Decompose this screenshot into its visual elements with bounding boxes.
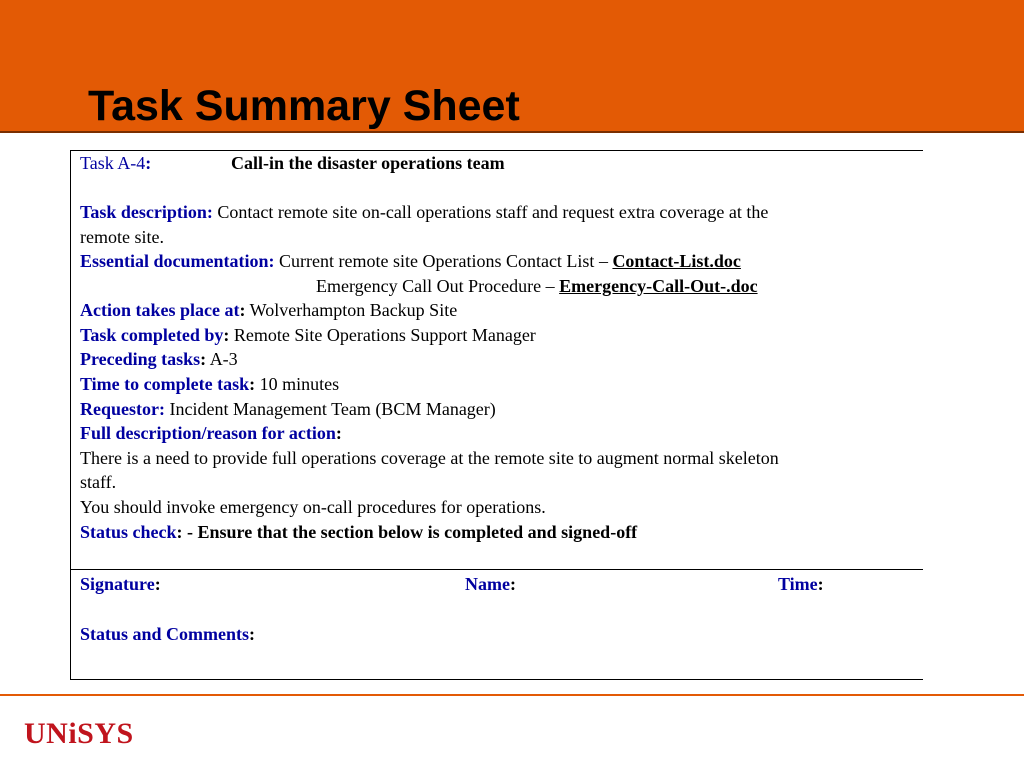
preceding-tasks-value: A-3 — [209, 349, 238, 369]
task-name: Call-in the disaster operations team — [231, 153, 505, 173]
name-label: Name — [465, 574, 510, 594]
time-field — [778, 572, 824, 596]
contact-list-doc-link[interactable]: Contact-List.doc — [612, 251, 741, 271]
essential-docs-line — [80, 249, 741, 273]
full-description-colon: : — [335, 423, 342, 443]
time-label: Time — [778, 574, 818, 594]
full-description-label: Full description/reason for action — [80, 423, 336, 443]
signature-label: Signature — [80, 574, 155, 594]
task-description-line — [80, 200, 768, 224]
task-description-text-2: remote site. — [80, 227, 164, 247]
status-check-label: Status check — [80, 522, 177, 542]
task-description-line-2 — [80, 225, 164, 249]
location-colon: : — [239, 300, 246, 320]
essential-docs-line-2 — [316, 274, 758, 298]
time-to-complete-line — [80, 372, 339, 396]
status-check-value: : - Ensure that the section below is completed and signed-off — [176, 522, 638, 542]
task-id-line — [80, 151, 505, 175]
completed-by-line — [80, 323, 536, 347]
task-description-label: Task description: — [80, 202, 213, 222]
full-description-text-1: There is a need to provide full operations coverage at the remote site to augment normal skeleton — [80, 448, 779, 468]
doc1-text: Current remote site Operations Contact List – — [279, 251, 608, 271]
signature-field — [80, 572, 161, 596]
status-check-line — [80, 520, 637, 544]
full-description-text-3: You should invoke emergency on-call procedures for operations. — [80, 497, 546, 517]
task-description-text-1: Contact remote site on-call operations staff and request extra coverage at the — [217, 202, 769, 222]
time-colon: : — [817, 574, 824, 594]
signature-colon: : — [154, 574, 161, 594]
time-to-complete-value: 10 minutes — [259, 374, 340, 394]
requestor-line — [80, 397, 496, 421]
location-value: Wolverhampton Backup Site — [249, 300, 458, 320]
preceding-tasks-colon: : — [200, 349, 207, 369]
location-label: Action takes place at — [80, 300, 240, 320]
signoff-divider — [71, 569, 923, 570]
slide-title: Task Summary Sheet — [88, 82, 520, 130]
footer-rule — [0, 694, 1024, 696]
requestor-label: Requestor: — [80, 399, 165, 419]
task-id-label: Task A-4 — [80, 153, 146, 173]
requestor-value: Incident Management Team (BCM Manager) — [169, 399, 496, 419]
preceding-tasks-line — [80, 347, 238, 371]
time-to-complete-label: Time to complete task — [80, 374, 250, 394]
time-to-complete-colon: : — [249, 374, 256, 394]
status-comments-colon: : — [249, 624, 256, 644]
completed-by-value: Remote Site Operations Support Manager — [233, 325, 536, 345]
name-colon: : — [509, 574, 516, 594]
unisys-logo: UNiSYS — [24, 717, 134, 750]
preceding-tasks-label: Preceding tasks — [80, 349, 201, 369]
name-field — [465, 572, 516, 596]
completed-by-colon: : — [223, 325, 230, 345]
full-description-line — [80, 421, 342, 445]
task-id-colon: : — [145, 153, 152, 173]
doc2-text: Emergency Call Out Procedure – — [316, 276, 555, 296]
completed-by-label: Task completed by — [80, 325, 224, 345]
essential-docs-label: Essential documentation: — [80, 251, 275, 271]
location-line — [80, 298, 457, 322]
status-comments-label: Status and Comments — [80, 624, 250, 644]
full-description-text-2: staff. — [80, 472, 117, 492]
emergency-call-out-doc-link[interactable]: Emergency-Call-Out-.doc — [559, 276, 758, 296]
status-comments-field — [80, 622, 255, 646]
